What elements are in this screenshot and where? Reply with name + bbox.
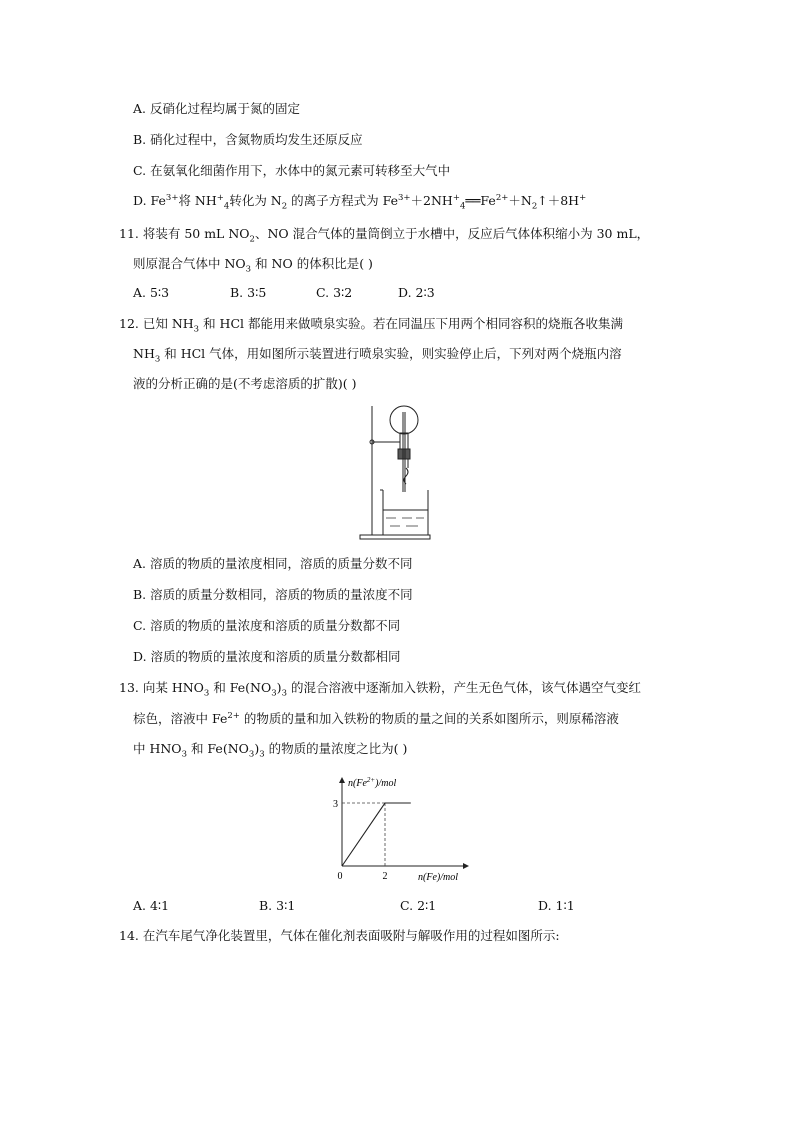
q11-option-b: B. 3∶5 bbox=[230, 285, 267, 300]
q12-option-b: B. 溶质的质量分数相同，溶质的物质的量浓度不同 bbox=[133, 587, 413, 602]
q10-option-d: D. $Fe^{3+}$将 $NH^+_4$转化为 $N_2$ 的离子方程式为 $Fe^{3+}+2NH^+_4══Fe^{2+}+N_2↑+8H^+$ bbox=[133, 192, 587, 212]
x-axis-label: n(Fe)/mol bbox=[418, 872, 458, 883]
q14-stem: 14. 在汽车尾气净化装置里，气体在催化剂表面吸附与解吸作用的过程如图所示: bbox=[119, 928, 560, 943]
q13-option-b: B. 3∶1 bbox=[259, 898, 296, 913]
fe-chart bbox=[318, 770, 478, 886]
q13-option-d: D. 1∶1 bbox=[538, 898, 575, 913]
q12-stem-line2: $NH_3$ 和 HCl 气体，用如图所示装置进行喷泉实验，则实验停止后，下列对两个烧瓶内溶 bbox=[133, 346, 622, 365]
q11-stem-line1: 11. 将装有 50 mL $NO_2$、NO 混合气体的量筒倒立于水槽中，反应后气体体积缩小为 30 mL， bbox=[119, 226, 650, 245]
q13-stem-line2: 棕色，溶液中 $Fe^{2+}$ 的物质的量和加入铁粉的物质的量之间的关系如图所示，则原稀溶液 bbox=[133, 710, 619, 726]
q12-option-d: D. 溶质的物质的量浓度和溶质的质量分数都相同 bbox=[133, 649, 401, 664]
q12-option-a: A. 溶质的物质的量浓度相同，溶质的质量分数不同 bbox=[133, 556, 413, 571]
q11-option-c: C. 3∶2 bbox=[316, 285, 353, 300]
q10-option-b: B. 硝化过程中，含氮物质均发生还原反应 bbox=[133, 132, 363, 147]
q12-stem-line3: 液的分析正确的是(不考虑溶质的扩散)( ) bbox=[133, 376, 357, 391]
origin-label: 0 bbox=[337, 871, 343, 882]
q11-stem-line2: 则原混合气体中 $NO_3$ 和 NO 的体积比是( ) bbox=[133, 256, 373, 275]
x-tick-label: 2 bbox=[382, 871, 388, 882]
y-tick-label: 3 bbox=[333, 799, 338, 810]
y-axis-label: $n(Fe^{2+})$/mol bbox=[348, 776, 397, 789]
q11-option-d: D. 2∶3 bbox=[398, 285, 435, 300]
q13-stem-line1: 13. 向某 $HNO_3$ 和 $Fe(NO_3)_3$ 的混合溶液中逐渐加入铁粉，产生无色气体，该气体遇空气变红 bbox=[119, 680, 641, 699]
q10-option-c: C. 在氨氧化细菌作用下，水体中的氮元素可转移至大气中 bbox=[133, 163, 451, 178]
q12-stem-line1: 12. 已知 $NH_3$ 和 HCl 都能用来做喷泉实验。若在同温压下用两个相同容积的烧瓶各收集满 bbox=[119, 316, 623, 335]
q13-option-c: C. 2∶1 bbox=[400, 898, 437, 913]
q12-option-c: C. 溶质的物质的量浓度和溶质的质量分数都不同 bbox=[133, 618, 401, 633]
q11-option-a: A. 5∶3 bbox=[133, 285, 170, 300]
q13-option-a: A. 4∶1 bbox=[133, 898, 170, 913]
q10-option-a: A. 反硝化过程均属于氮的固定 bbox=[133, 101, 300, 116]
series-line bbox=[342, 803, 411, 866]
fountain-apparatus-figure bbox=[358, 402, 440, 542]
q13-stem-line3: 中 $HNO_3$ 和 $Fe(NO_3)_3$ 的物质的量浓度之比为( ) bbox=[133, 741, 408, 760]
